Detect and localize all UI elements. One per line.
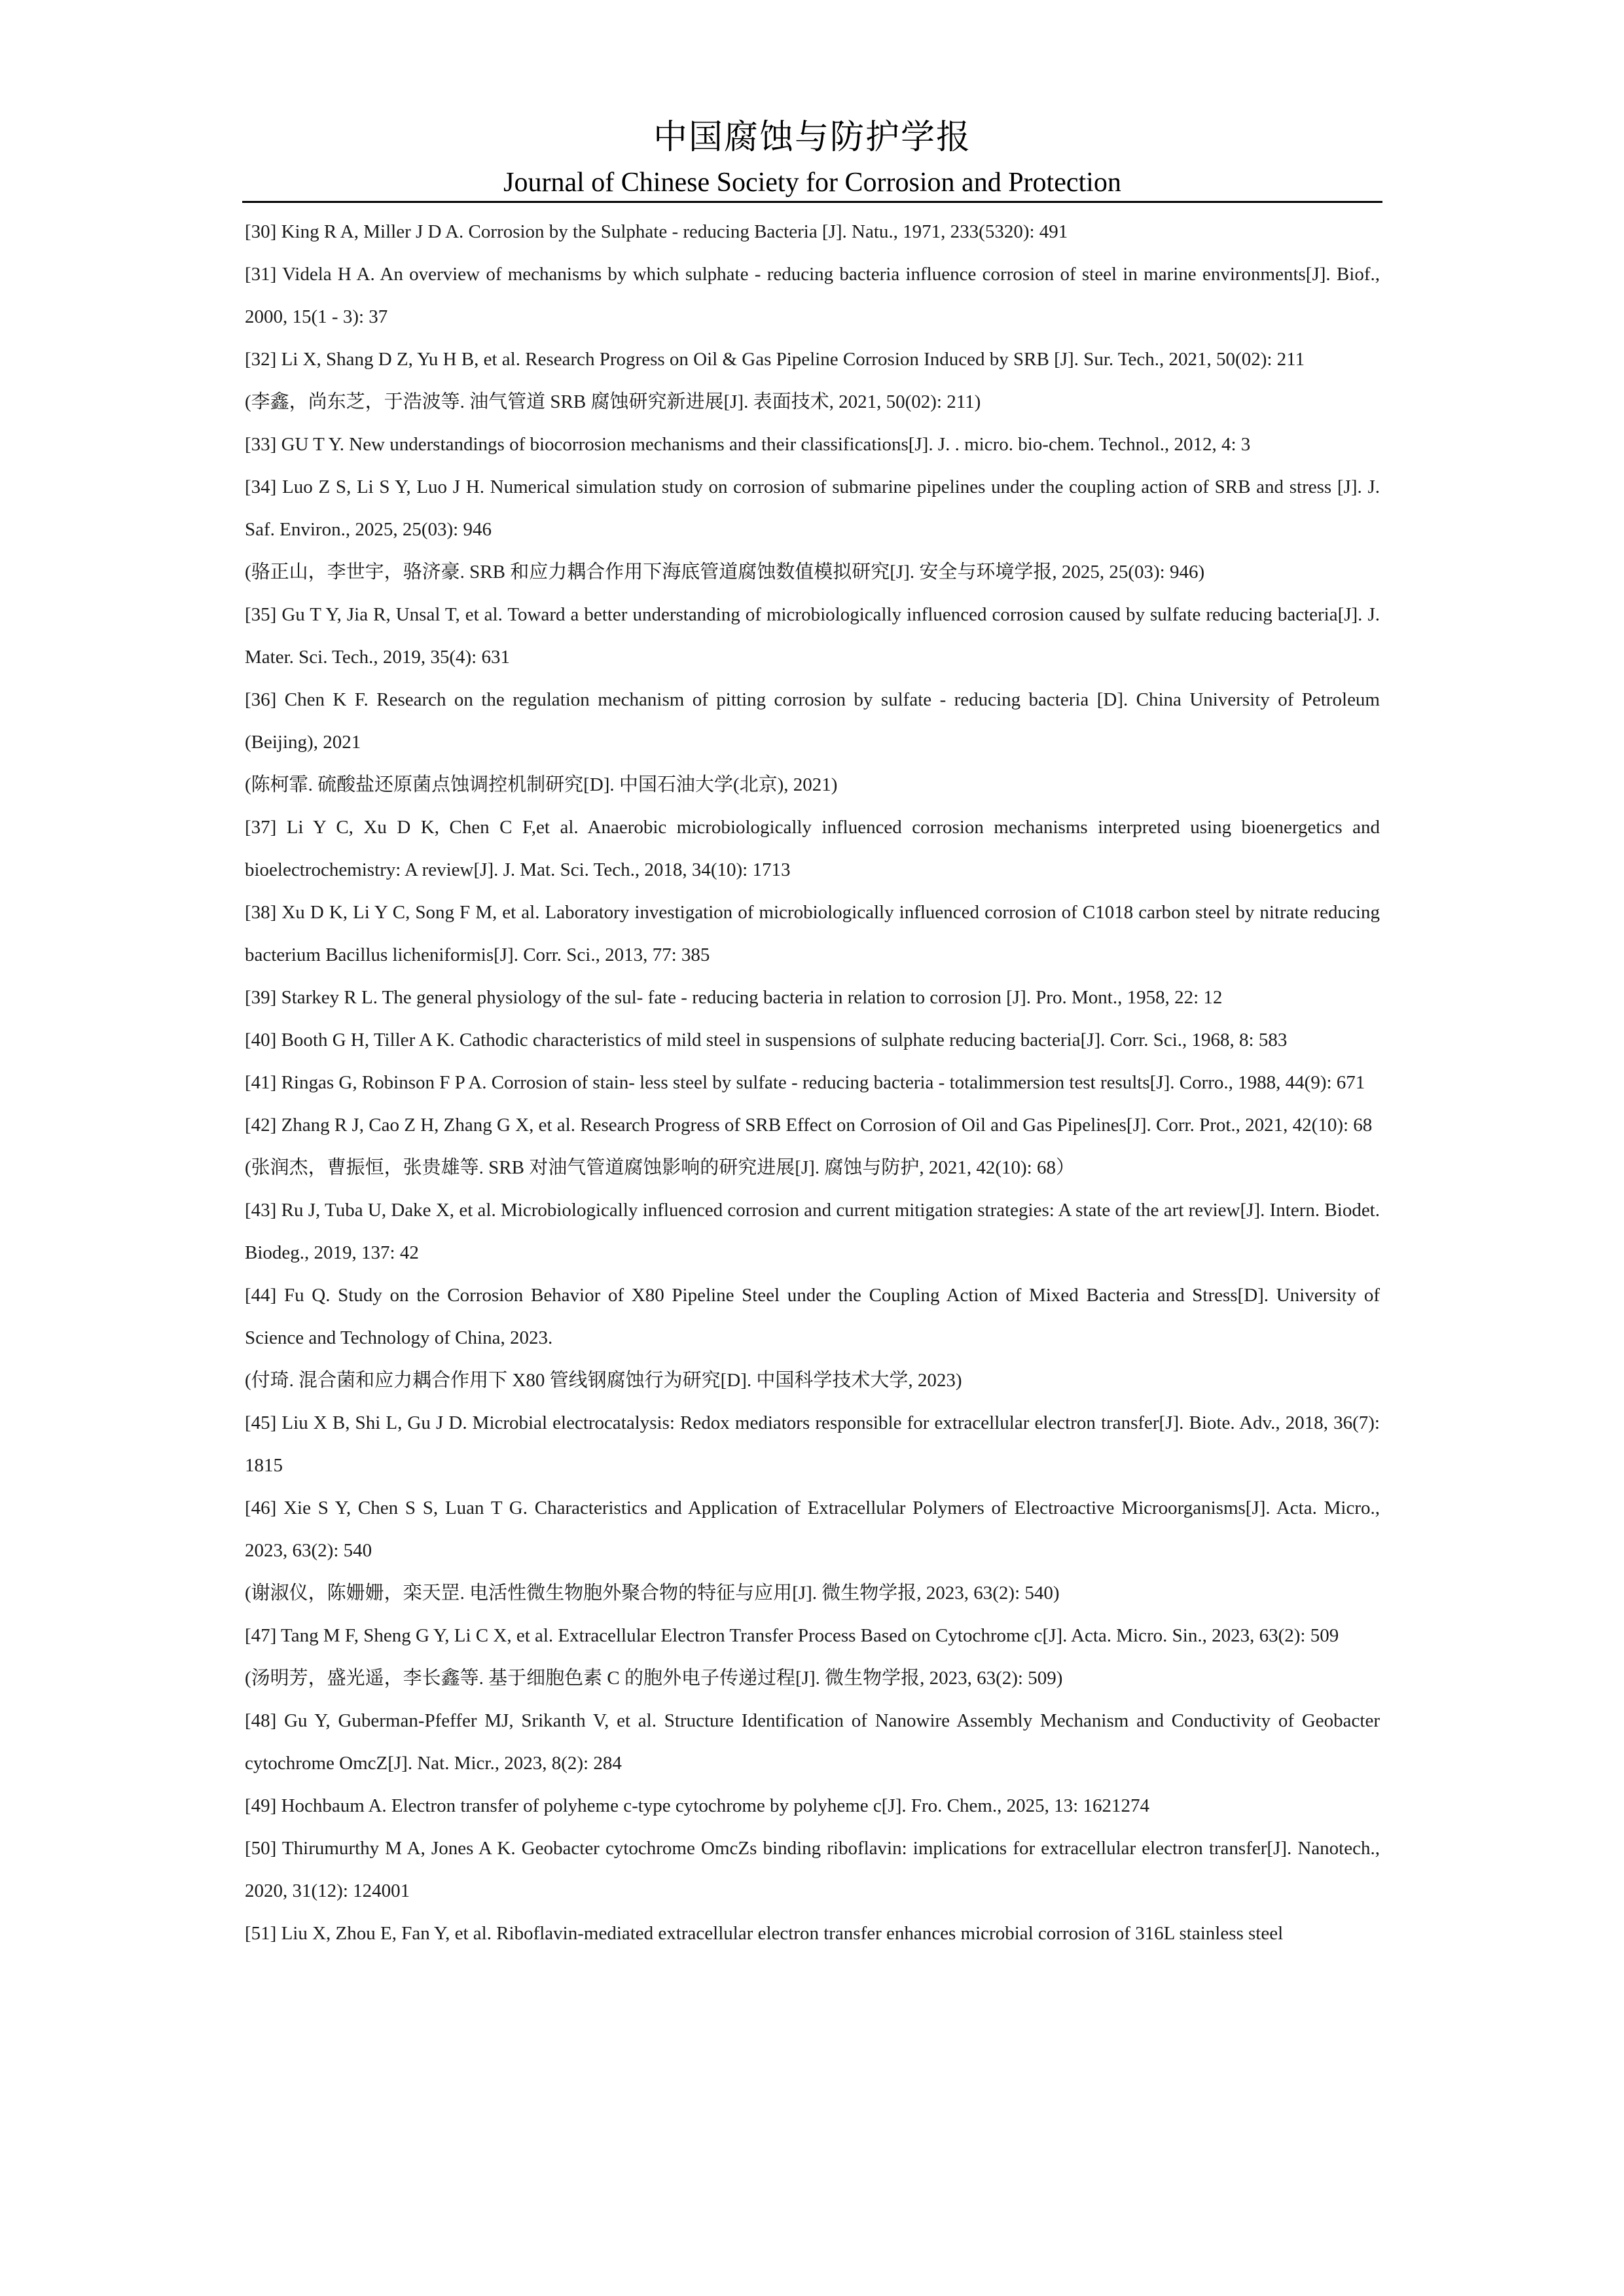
reference-44 bbox=[245, 1274, 1380, 1359]
reference-text: [31] Videla H A. An overview of mechanisms by which sulphate - reducing bacteria influence corrosion of steel in marine environments[J]. Biof., 2000, 15(1 - 3): 37 bbox=[245, 264, 1380, 327]
reference-32 bbox=[245, 338, 1380, 381]
reference-text: [33] GU T Y. New understandings of biocorrosion mechanisms and their classifications[J]. J. . micro. bio-chem. Technol., 2012, 4: 3 bbox=[245, 434, 1251, 455]
reference-42 bbox=[245, 1104, 1380, 1147]
reference-32-chinese bbox=[245, 381, 1380, 423]
reference-text: [39] Starkey R L. The general physiology of the sul- fate - reducing bacteria in relation to corrosion [J]. Pro. Mont., 1958, 22: 12 bbox=[245, 987, 1223, 1008]
reference-text: (骆正山，李世宇，骆济豪. SRB 和应力耦合作用下海底管道腐蚀数值模拟研究[J]. 安全与环境学报, 2025, 25(03): 946) bbox=[245, 562, 1205, 583]
reference-33 bbox=[245, 423, 1380, 466]
reference-text: [49] Hochbaum A. Electron transfer of polyheme c-type cytochrome by polyheme c[J]. Fro. Chem., 2025, 13: 1621274 bbox=[245, 1795, 1149, 1816]
journal-title-chinese: 中国腐蚀与防护学报 bbox=[653, 118, 971, 157]
reference-49 bbox=[245, 1785, 1380, 1827]
reference-36-chinese bbox=[245, 764, 1380, 806]
reference-text: [47] Tang M F, Sheng G Y, Li C X, et al. Extracellular Electron Transfer Process Based on Cytochrome c[J]. Acta. Micro. Sin., 2023, 63(2): 509 bbox=[245, 1625, 1339, 1646]
reference-text: [41] Ringas G, Robinson F P A. Corrosion of stain- less steel by sulfate - reducing bacteria - totalimmersion test results[J]. Corro., 1988, 44(9): 671 bbox=[245, 1072, 1365, 1093]
reference-50 bbox=[245, 1827, 1380, 1912]
reference-43 bbox=[245, 1189, 1380, 1274]
reference-list bbox=[245, 211, 1380, 1955]
reference-text: [40] Booth G H, Tiller A K. Cathodic characteristics of mild steel in suspensions of sulphate reducing bacteria[J]. Corr. Sci., 1968, 8: 583 bbox=[245, 1030, 1288, 1050]
reference-text: [46] Xie S Y, Chen S S, Luan T G. Characteristics and Application of Extracellular Polymers of Electroactive Microorganisms[J]. Acta. Micro., 2023, 63(2): 540 bbox=[245, 1498, 1380, 1561]
reference-text: (汤明芳，盛光遥，李长鑫等. 基于细胞色素 C 的胞外电子传递过程[J]. 微生物学报, 2023, 63(2): 509) bbox=[245, 1668, 1063, 1689]
reference-34 bbox=[245, 466, 1380, 551]
journal-title-english: Journal of Chinese Society for Corrosion and Protection bbox=[503, 168, 1121, 198]
reference-42-chinese bbox=[245, 1147, 1380, 1189]
reference-text: (李鑫，尚东芝，于浩波等. 油气管道 SRB 腐蚀研究新进展[J]. 表面技术, 2021, 50(02): 211) bbox=[245, 391, 981, 412]
reference-51 bbox=[245, 1912, 1380, 1955]
reference-text: (陈柯霏. 硫酸盐还原菌点蚀调控机制研究[D]. 中国石油大学(北京), 2021) bbox=[245, 774, 838, 795]
reference-41 bbox=[245, 1062, 1380, 1104]
reference-text: [43] Ru J, Tuba U, Dake X, et al. Microbiologically influenced corrosion and current mitigation strategies: A state of the art review[J]. Intern. Biodet. Biodeg., 2019, 137: 42 bbox=[245, 1200, 1380, 1263]
reference-text: [44] Fu Q. Study on the Corrosion Behavior of X80 Pipeline Steel under the Coupling Action of Mixed Bacteria and Stress[D]. University of Science and Technology of China, 2023. bbox=[245, 1285, 1380, 1348]
reference-44-chinese bbox=[245, 1359, 1380, 1402]
reference-36 bbox=[245, 679, 1380, 764]
reference-39 bbox=[245, 977, 1380, 1019]
reference-text: (付琦. 混合菌和应力耦合作用下 X80 管线钢腐蚀行为研究[D]. 中国科学技术大学, 2023) bbox=[245, 1370, 962, 1391]
reference-text: [37] Li Y C, Xu D K, Chen C F,et al. Anaerobic microbiologically influenced corrosion mechanisms interpreted using bioenergetics and bioelectrochemistry: A review[J]. J. Mat. Sci. Tech., 2018, 34(10): 1713 bbox=[245, 817, 1380, 880]
reference-47-chinese bbox=[245, 1657, 1380, 1700]
reference-text: [38] Xu D K, Li Y C, Song F M, et al. Laboratory investigation of microbiologically influenced corrosion of C1018 carbon steel by nitrate reducing bacterium Bacillus licheniformis[J]. Corr. Sci., 2013, 77: 385 bbox=[245, 902, 1380, 965]
reference-text: [45] Liu X B, Shi L, Gu J D. Microbial electrocatalysis: Redox mediators responsible for extracellular electron transfer[J]. Biote. Adv., 2018, 36(7): 1815 bbox=[245, 1412, 1380, 1476]
reference-text: [34] Luo Z S, Li S Y, Luo J H. Numerical simulation study on corrosion of submarine pipelines under the coupling action of SRB and stress [J]. J. Saf. Environ., 2025, 25(03): 946 bbox=[245, 476, 1380, 540]
reference-45 bbox=[245, 1402, 1380, 1487]
reference-40 bbox=[245, 1019, 1380, 1062]
reference-text: [50] Thirumurthy M A, Jones A K. Geobacter cytochrome OmcZs binding riboflavin: implications for extracellular electron transfer[J]. Nanotech., 2020, 31(12): 124001 bbox=[245, 1838, 1380, 1901]
reference-35 bbox=[245, 594, 1380, 679]
reference-text: (张润杰，曹振恒，张贵雄等. SRB 对油气管道腐蚀影响的研究进展[J]. 腐蚀与防护, 2021, 42(10): 68） bbox=[245, 1157, 1075, 1178]
reference-text: [51] Liu X, Zhou E, Fan Y, et al. Riboflavin-mediated extracellular electron transfer enhances microbial corrosion of 316L stainless steel bbox=[245, 1923, 1284, 1944]
reference-text: [30] King R A, Miller J D A. Corrosion by the Sulphate - reducing Bacteria [J]. Natu., 1971, 233(5320): 491 bbox=[245, 221, 1068, 242]
reference-46 bbox=[245, 1487, 1380, 1572]
header-divider bbox=[242, 201, 1382, 203]
reference-text: (谢淑仪，陈姗姗，栾天罡. 电活性微生物胞外聚合物的特征与应用[J]. 微生物学报, 2023, 63(2): 540) bbox=[245, 1583, 1060, 1604]
reference-47 bbox=[245, 1615, 1380, 1657]
reference-text: [42] Zhang R J, Cao Z H, Zhang G X, et al. Research Progress of SRB Effect on Corrosion of Oil and Gas Pipelines[J]. Corr. Prot., 2021, 42(10): 68 bbox=[245, 1115, 1373, 1136]
reference-text: [48] Gu Y, Guberman-Pfeffer MJ, Srikanth V, et al. Structure Identification of Nanowire Assembly Mechanism and Conductivity of Geobacter cytochrome OmcZ[J]. Nat. Micr., 2023, 8(2): 284 bbox=[245, 1710, 1380, 1774]
reference-48 bbox=[245, 1700, 1380, 1785]
reference-30 bbox=[245, 211, 1380, 253]
reference-38 bbox=[245, 891, 1380, 977]
reference-37 bbox=[245, 806, 1380, 891]
reference-31 bbox=[245, 253, 1380, 338]
reference-46-chinese bbox=[245, 1572, 1380, 1615]
reference-text: [35] Gu T Y, Jia R, Unsal T, et al. Toward a better understanding of microbiologically influenced corrosion caused by sulfate reducing bacteria[J]. J. Mater. Sci. Tech., 2019, 35(4): 631 bbox=[245, 604, 1380, 668]
reference-text: [36] Chen K F. Research on the regulation mechanism of pitting corrosion by sulfate - reducing bacteria [D]. China University of Petroleum (Beijing), 2021 bbox=[245, 689, 1380, 753]
reference-34-chinese bbox=[245, 551, 1380, 594]
journal-header bbox=[242, 111, 1382, 202]
reference-text: [32] Li X, Shang D Z, Yu H B, et al. Research Progress on Oil & Gas Pipeline Corrosion Induced by SRB [J]. Sur. Tech., 2021, 50(02): 211 bbox=[245, 349, 1305, 370]
